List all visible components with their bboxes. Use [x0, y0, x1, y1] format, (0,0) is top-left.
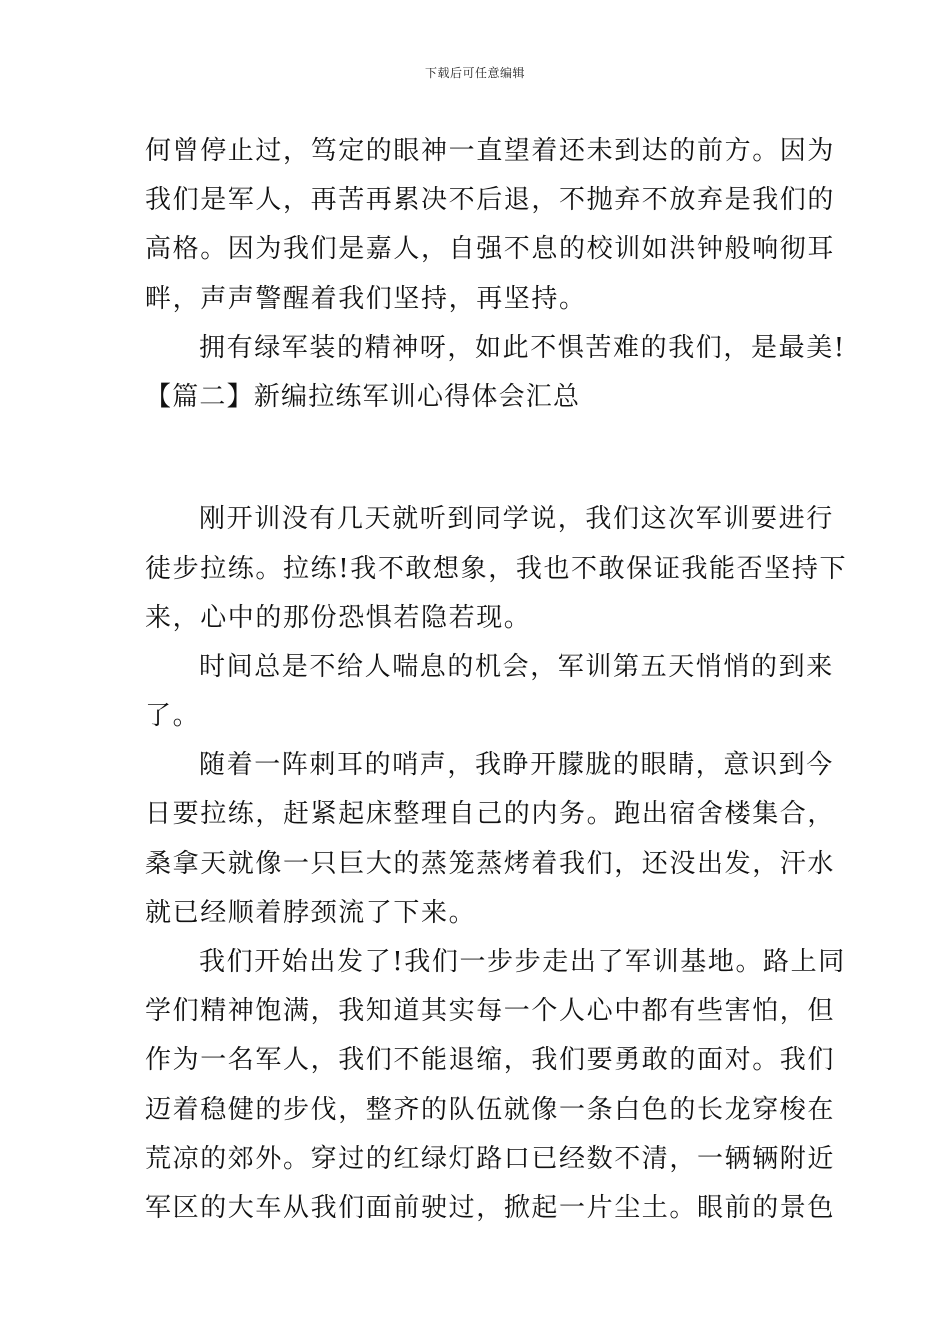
section-heading [145, 373, 815, 422]
text-line: 荒凉的郊外。穿过的红绿灯路口已经数不清，一辆辆附近 [145, 1143, 836, 1174]
text-line: 桑拿天就像一只巨大的蒸笼蒸烤着我们，还没出发，汗水 [145, 848, 836, 879]
page-header-note: 下载后可任意编辑 [424, 66, 525, 80]
paragraph [145, 741, 836, 938]
text-line: 作为一名军人，我们不能退缩，我们要勇敢的面对。我们 [145, 1045, 836, 1076]
text-line: 学们精神饱满，我知道其实每一个人心中都有些害怕，但 [145, 996, 836, 1027]
section-title: 【篇二】新编拉练军训心得体会汇总 [145, 381, 581, 412]
text-line: 了。 [145, 701, 201, 732]
spacer [145, 471, 815, 495]
text-line: 军区的大车从我们面前驶过，掀起一片尘土。眼前的景色 [145, 1192, 836, 1223]
paragraph [145, 495, 848, 643]
paragraph [145, 127, 836, 324]
text-line: 日要拉练，赶紧起床整理自己的内务。跑出宿舍楼集合， [145, 799, 836, 830]
text-line: 来，心中的那份恐惧若隐若现。 [145, 602, 532, 633]
text-line: 刚开训没有几天就听到同学说，我们这次军训要进行 [199, 504, 834, 535]
text-line: 高格。因为我们是嘉人，自强不息的校训如洪钟般响彻耳 [145, 234, 836, 265]
paragraph [145, 324, 846, 373]
blank-line [145, 422, 815, 471]
text-line: 我们开始出发了!我们一步步走出了军训基地。路上同 [199, 947, 846, 977]
document-body [145, 127, 848, 1233]
paragraph [145, 643, 834, 741]
text-line: 我们是军人，再苦再累决不后退，不抛弃不放弃是我们的 [145, 185, 836, 216]
text-line: 徒步拉练。拉练!我不敢想象，我也不敢保证我能否坚持下 [145, 553, 848, 584]
text-line: 时间总是不给人喘息的机会，军训第五天悄悄的到来 [199, 651, 834, 682]
text-line: 迈着稳健的步伐，整齐的队伍就像一条白色的长龙穿梭在 [145, 1094, 836, 1125]
text-line: 拥有绿军装的精神呀，如此不惧苦难的我们，是最美! [199, 332, 846, 363]
text-line: 随着一阵刺耳的哨声，我睁开朦胧的眼睛，意识到今 [199, 750, 834, 781]
text-line: 何曾停止过，笃定的眼神一直望着还未到达的前方。因为 [145, 136, 836, 166]
paragraph [145, 938, 846, 1233]
text-line: 就已经顺着脖颈流了下来。 [145, 897, 477, 928]
text-line: 畔，声声警醒着我们坚持，再坚持。 [145, 283, 587, 314]
